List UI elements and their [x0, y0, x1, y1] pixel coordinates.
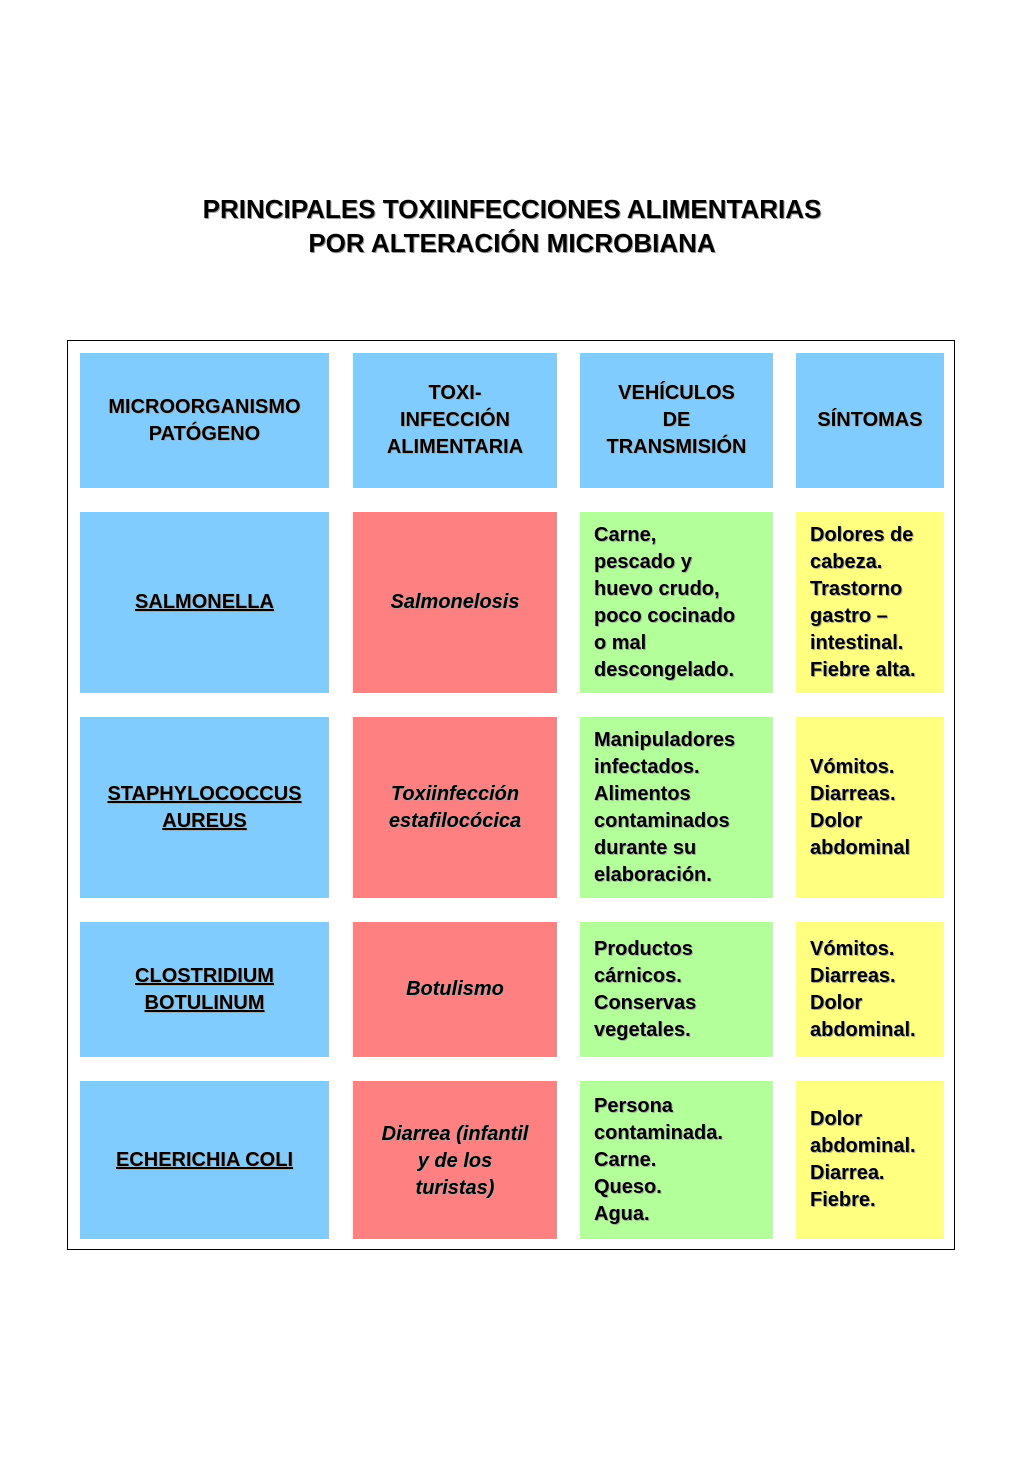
header-symptoms-label: SÍNTOMAS — [817, 409, 923, 431]
row-2-vehicles-label: Manipuladores infectados. Alimentos contaminados durante su elaboración. — [594, 728, 736, 886]
row-3-microorganism — [80, 922, 329, 1057]
row-3-toxiinfection-label: Botulismo — [406, 978, 504, 1000]
row-2-microorganism — [80, 717, 329, 898]
row-3-toxiinfection — [353, 922, 557, 1057]
header-toxiinfection — [353, 353, 557, 488]
row-1-symptoms-label: Dolores de cabeza. Trastorno gastro – intestinal. Fiebre alta. — [810, 523, 916, 681]
row-3-vehicles-label: Productos cárnicos. Conservas vegetales. — [594, 937, 697, 1041]
row-4-microorganism — [80, 1081, 329, 1239]
page-title — [0, 192, 1024, 260]
header-symptoms — [796, 353, 944, 488]
row-1-toxiinfection — [353, 512, 557, 693]
row-4-vehicles — [580, 1081, 773, 1239]
header-microorganism-label: MICROORGANISMO PATÓGENO — [108, 395, 301, 445]
row-3-microorganism-label: CLOSTRIDIUM BOTULINUM — [135, 964, 274, 1014]
row-1-microorganism-label: SALMONELLA — [135, 591, 274, 613]
row-4-toxiinfection — [353, 1081, 557, 1239]
row-1-vehicles — [580, 512, 773, 693]
header-vehicles-label: VEHÍCULOS DE TRANSMISIÓN — [606, 382, 747, 458]
row-1-toxiinfection-label: Salmonelosis — [390, 591, 520, 613]
title-line-1: PRINCIPALES TOXIINFECCIONES ALIMENTARIAS — [202, 194, 822, 224]
row-1-microorganism — [80, 512, 329, 693]
header-microorganism — [80, 353, 329, 488]
row-4-symptoms — [796, 1081, 944, 1239]
row-3-symptoms — [796, 922, 944, 1057]
row-2-symptoms-label: Vómitos. Diarreas. Dolor abdominal — [810, 755, 911, 859]
header-toxiinfection-label: TOXI- INFECCIÓN ALIMENTARIA — [386, 382, 524, 458]
row-3-vehicles — [580, 922, 773, 1057]
title-line-2: POR ALTERACIÓN MICROBIANA — [308, 228, 716, 258]
row-1-vehicles-label: Carne, pescado y huevo crudo, poco cocinado o mal descongelado. — [594, 523, 736, 681]
row-4-microorganism-label: ECHERICHIA COLI — [115, 1148, 294, 1171]
header-vehicles — [580, 353, 773, 488]
row-2-toxiinfection — [353, 717, 557, 898]
row-4-symptoms-label: Dolor abdominal. Diarrea. Fiebre. — [810, 1108, 916, 1211]
row-2-toxiinfection-label: Toxiinfección estafilocócica — [388, 782, 522, 832]
row-2-symptoms — [796, 717, 944, 898]
row-1-symptoms — [796, 512, 944, 693]
row-4-vehicles-label: Persona contaminada. Carne. Queso. Agua. — [594, 1094, 723, 1225]
row-2-microorganism-label: STAPHYLOCOCCUS AUREUS — [107, 782, 302, 832]
row-3-symptoms-label: Vómitos. Diarreas. Dolor abdominal. — [810, 937, 916, 1041]
row-2-vehicles — [580, 717, 773, 898]
row-4-toxiinfection-label: Diarrea (infantil y de los turistas) — [381, 1123, 529, 1199]
